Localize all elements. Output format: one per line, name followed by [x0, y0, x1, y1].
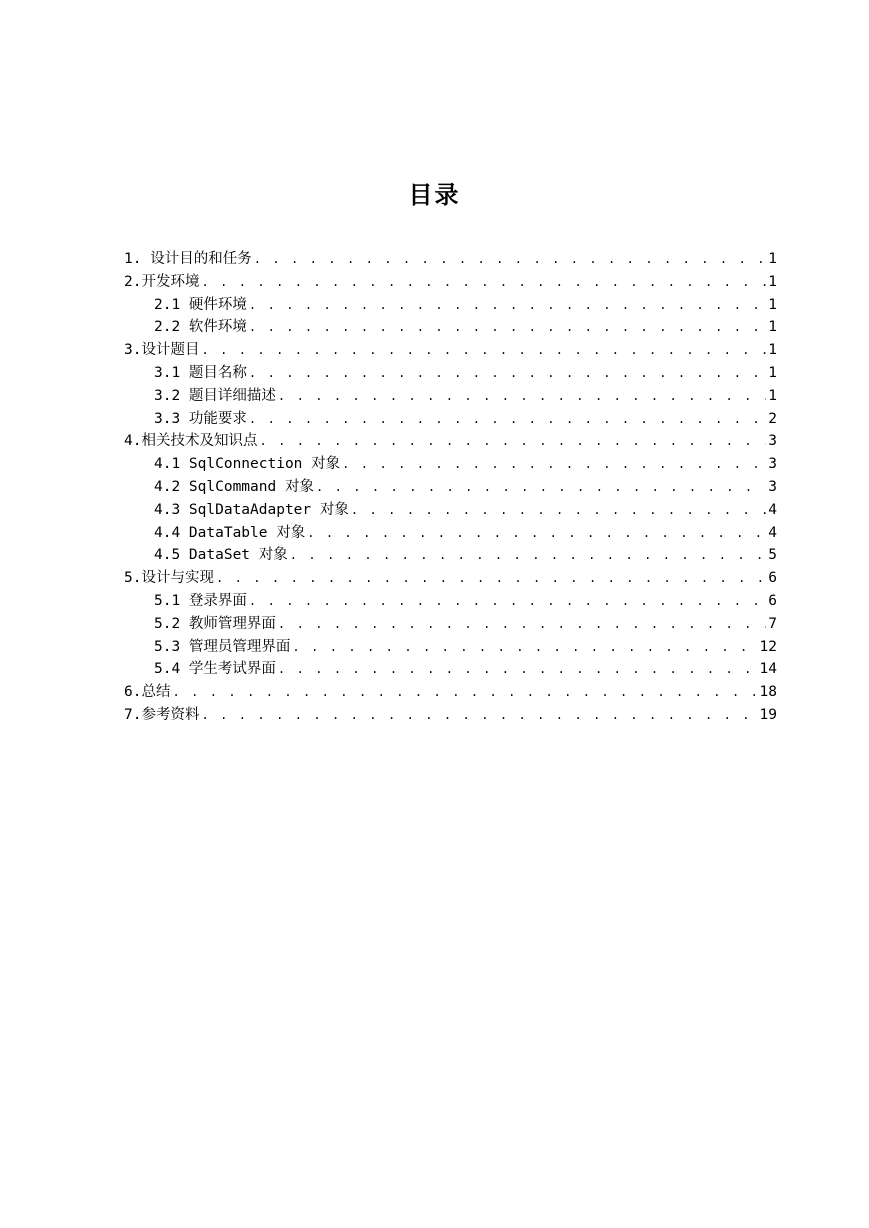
toc-entry[interactable] — [124, 681, 777, 704]
toc-entry-page: 4 — [768, 501, 777, 518]
toc-leader-dots — [278, 658, 758, 681]
toc-entry-text: 7.参考资料 — [124, 706, 200, 723]
toc-leader-dots — [259, 430, 766, 453]
toc-entry-page: 1 — [768, 364, 777, 381]
toc-entry-text: 3.1 题目名称 — [154, 364, 247, 381]
toc-entry-page: 4 — [768, 524, 777, 541]
toc-entry-page: 12 — [759, 638, 777, 655]
toc-entry-text: 4.5 DataSet 对象 — [154, 547, 288, 564]
toc-entry-text: 5.2 教师管理界面 — [154, 615, 276, 632]
toc-leader-dots — [216, 567, 766, 590]
toc-leader-dots — [172, 681, 757, 704]
toc-entry-text: 1. 设计目的和任务 — [124, 251, 252, 267]
table-of-contents — [124, 248, 777, 727]
toc-entry[interactable] — [124, 658, 777, 681]
toc-entry-page: 7 — [768, 615, 777, 632]
toc-entry[interactable] — [124, 590, 777, 613]
toc-entry-text: 2.1 硬件环境 — [154, 296, 247, 313]
toc-entry-text: 3.设计题目 — [124, 342, 200, 359]
toc-entry[interactable] — [124, 567, 777, 590]
toc-entry-page: 6 — [768, 592, 777, 609]
toc-leader-dots — [316, 476, 766, 499]
toc-entry[interactable] — [124, 522, 777, 545]
toc-leader-dots — [249, 316, 766, 339]
toc-entry-page: 14 — [759, 661, 777, 678]
toc-entry-text: 2.开发环境 — [124, 273, 200, 290]
toc-entry-text: 4.3 SqlDataAdapter 对象 — [154, 501, 349, 518]
toc-entry[interactable] — [124, 294, 777, 317]
toc-leader-dots — [307, 522, 766, 545]
toc-entry[interactable] — [124, 408, 777, 431]
toc-entry-page: 18 — [759, 684, 777, 701]
toc-entry-text: 5.3 管理员管理界面 — [154, 638, 291, 655]
toc-leader-dots — [292, 636, 757, 659]
toc-leader-dots — [290, 544, 767, 567]
toc-entry-text: 3.3 功能要求 — [154, 410, 247, 427]
toc-entry[interactable] — [124, 499, 777, 522]
toc-entry-text: 4.2 SqlCommand 对象 — [154, 478, 314, 495]
toc-entry-text: 5.4 学生考试界面 — [154, 661, 276, 678]
toc-entry[interactable] — [124, 271, 777, 294]
toc-leader-dots — [201, 339, 766, 362]
toc-entry[interactable] — [124, 613, 777, 636]
toc-entry[interactable] — [124, 544, 777, 567]
toc-entry[interactable] — [124, 339, 777, 362]
toc-entry-page: 5 — [768, 547, 777, 564]
toc-entry-text: 4.4 DataTable 对象 — [154, 524, 306, 541]
toc-entry-page: 6 — [768, 570, 777, 587]
toc-entry-page: 3 — [768, 478, 777, 495]
toc-leader-dots — [254, 248, 767, 271]
toc-entry[interactable] — [124, 636, 777, 659]
toc-entry-page: 1 — [768, 387, 777, 404]
toc-leader-dots — [278, 385, 766, 408]
toc-entry-text: 6.总结 — [124, 684, 171, 701]
toc-entry-text: 3.2 题目详细描述 — [154, 387, 276, 404]
toc-leader-dots — [249, 408, 766, 431]
toc-entry-text: 4.1 SqlConnection 对象 — [154, 456, 341, 473]
toc-entry-page: 1 — [768, 342, 777, 359]
toc-entry-page: 1 — [768, 273, 777, 290]
toc-leader-dots — [201, 271, 766, 294]
toc-entry-text: 4.相关技术及知识点 — [124, 433, 258, 450]
toc-entry-page: 1 — [768, 319, 777, 336]
toc-leader-dots — [249, 590, 766, 613]
toc-leader-dots — [249, 294, 766, 317]
toc-entry-text: 2.2 软件环境 — [154, 319, 247, 336]
toc-entry-page: 19 — [759, 706, 777, 723]
toc-entry[interactable] — [124, 316, 777, 339]
toc-entry-page: 3 — [768, 456, 777, 473]
toc-entry[interactable] — [124, 362, 777, 385]
toc-entry[interactable] — [124, 704, 777, 727]
toc-entry-page: 3 — [768, 433, 777, 450]
toc-entry-text: 5.1 登录界面 — [154, 592, 247, 609]
toc-leader-dots — [278, 613, 766, 636]
toc-entry[interactable] — [124, 248, 777, 271]
toc-entry[interactable] — [124, 453, 777, 476]
toc-entry-page: 2 — [768, 410, 777, 427]
toc-entry[interactable] — [124, 385, 777, 408]
toc-leader-dots — [249, 362, 766, 385]
toc-title: 目录 — [408, 181, 461, 209]
toc-entry-page: 1 — [768, 251, 777, 267]
toc-leader-dots — [351, 499, 766, 522]
toc-entry[interactable] — [124, 476, 777, 499]
toc-entry[interactable] — [124, 430, 777, 453]
toc-leader-dots — [201, 704, 757, 727]
toc-entry-text: 5.设计与实现 — [124, 570, 214, 587]
toc-entry-page: 1 — [768, 296, 777, 313]
toc-leader-dots — [342, 453, 766, 476]
